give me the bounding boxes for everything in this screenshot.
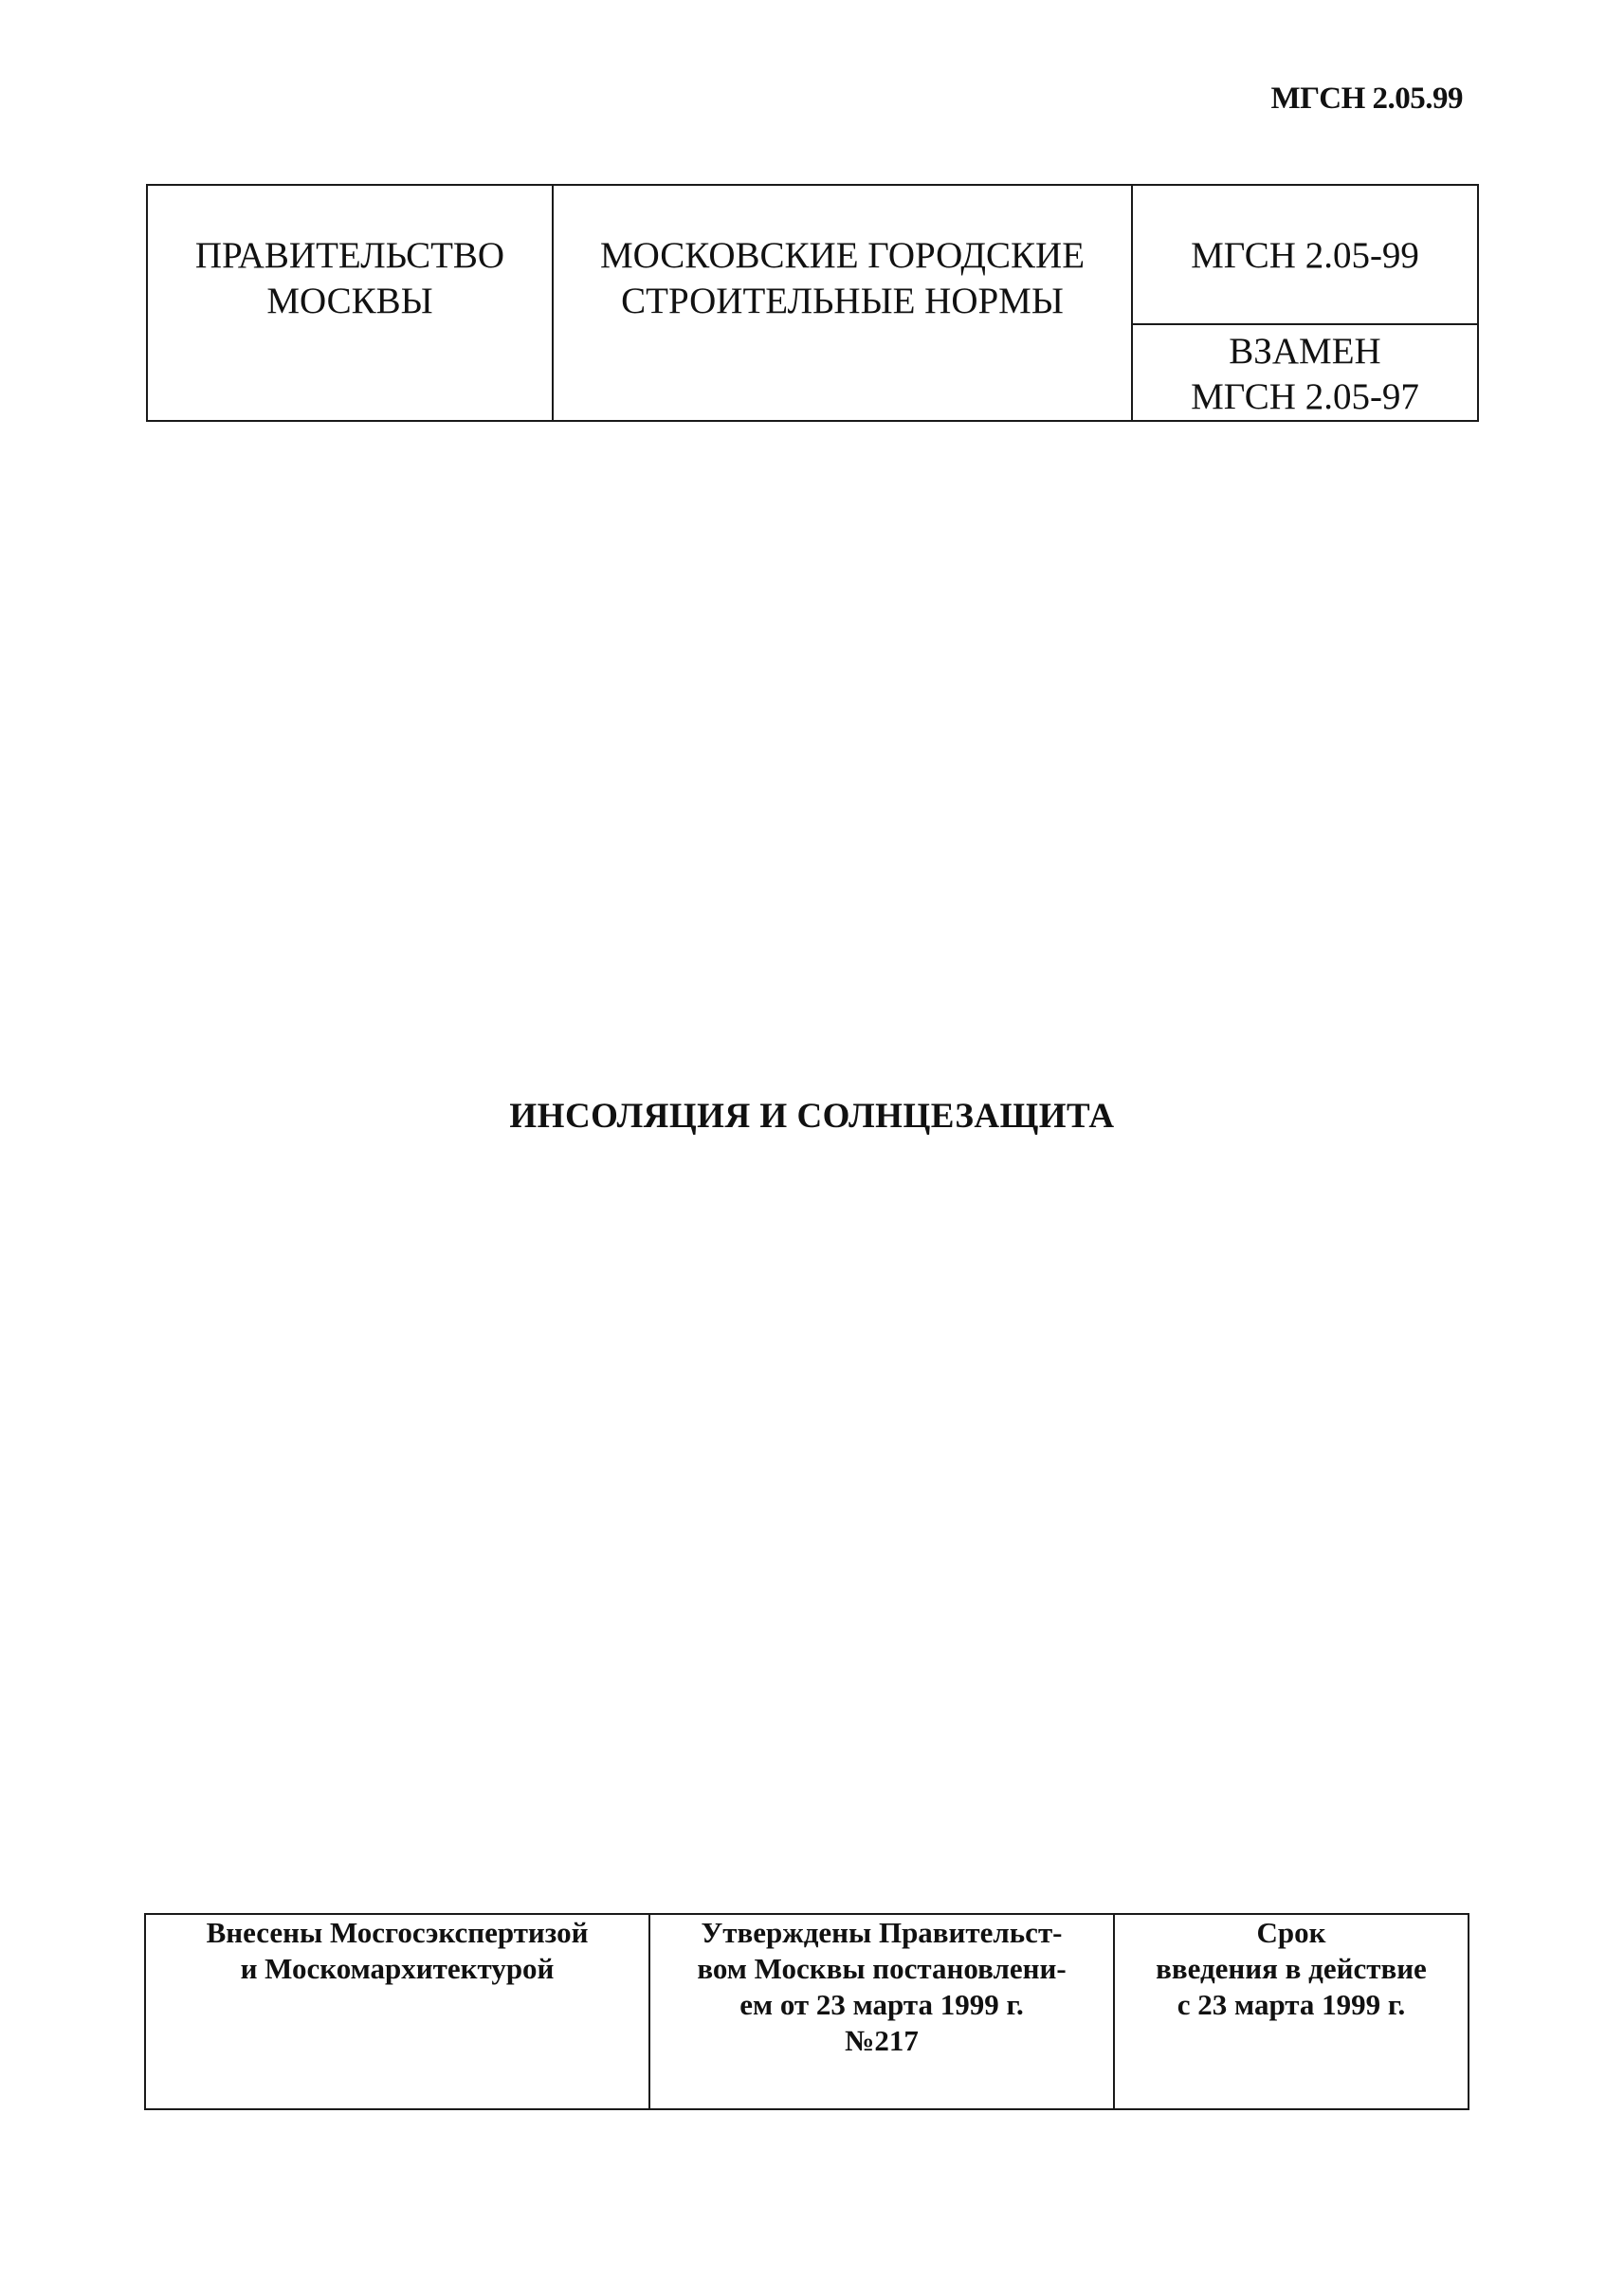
document-title: ИНСОЛЯЦИЯ И СОЛНЦЕЗАЩИТА [509,1097,1115,1136]
norms-cell [553,185,1132,421]
effective-line-2: введения в действие [1156,1952,1427,1985]
replaces-line-2: МГСН 2.05-97 [1191,376,1419,417]
government-line-1: ПРАВИТЕЛЬСТВО [194,235,505,276]
approved-line-1: Утверждены Правительст- [701,1916,1063,1949]
approved-line-2: вом Москвы постановлени- [697,1952,1067,1985]
effective-cell [1114,1914,1469,2109]
government-cell [147,185,553,421]
introduced-line-2: и Москомархитектурой [240,1952,555,1985]
norms-line-2: СТРОИТЕЛЬНЫЕ НОРМЫ [621,281,1064,321]
approved-cell [649,1914,1114,2109]
norms-line-1: МОСКОВСКИЕ ГОРОДСКИЕ [599,235,1086,276]
approval-block-table [144,1913,1469,2110]
document-code: МГСН 2.05-99 [1191,235,1419,276]
government-line-2: МОСКВЫ [266,281,433,321]
effective-line-3: с 23 марта 1999 г. [1177,1988,1406,2021]
replaces-line-1: ВЗАМЕН [1229,331,1381,372]
introduced-line-1: Внесены Мосгосэкспертизой [206,1916,589,1949]
page-code: МГСН 2.05.99 [1270,82,1463,116]
code-cell [1132,185,1478,324]
approved-line-3: ем от 23 марта 1999 г. [739,1988,1024,2021]
introduced-cell [145,1914,649,2109]
title-block-table [146,184,1479,422]
approved-line-4: №217 [845,2024,919,2057]
replaces-cell [1132,324,1478,421]
effective-line-1: Срок [1256,1916,1326,1949]
